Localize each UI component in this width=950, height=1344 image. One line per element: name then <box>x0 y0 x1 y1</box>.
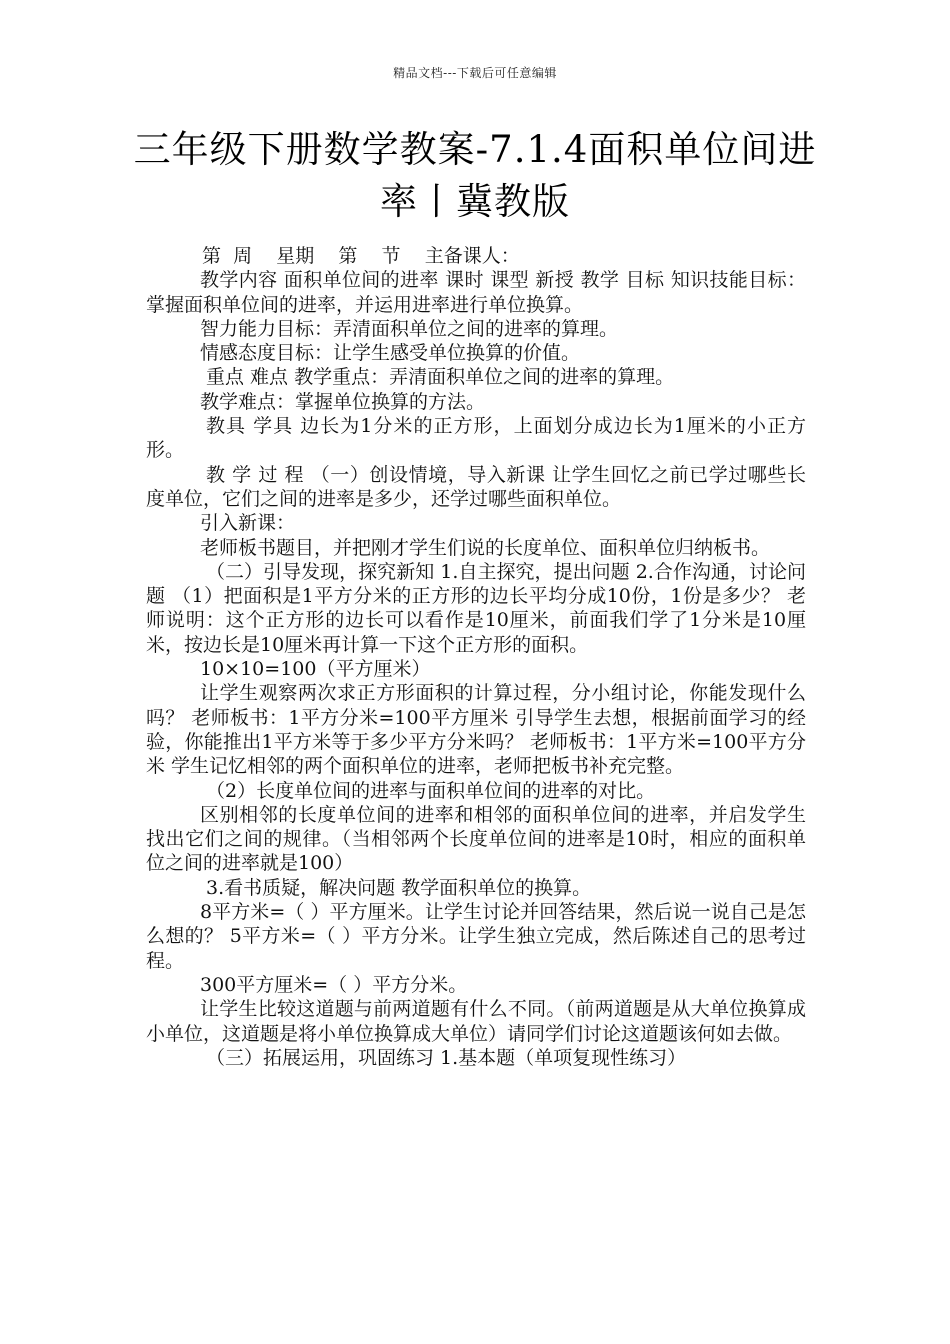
paragraph: （2）长度单位间的进率与面积单位间的进率的对比。 <box>206 779 656 802</box>
paragraph: 老师板书题目，并把刚才学生们说的长度单位、面积单位归纳板书。 <box>200 536 771 559</box>
paragraph: 10×10=100（平方厘米） <box>200 658 431 681</box>
paragraph: 教 学 过 程 （一）创设情境，导入新课 让学生回忆之前已学过哪些长度单位，它们之间的进率是多少，还学过哪些面积单位。 <box>146 463 806 510</box>
paragraph: 让学生比较这道题与前两道题有什么不同。（前两道题是从大单位换算成小单位，这道题是将小单位换算成大单位）请同学们讨论这道题该何如去做。 <box>146 998 806 1045</box>
document-title <box>120 124 830 228</box>
paragraph: 重点 难点 教学重点：弄清面积单位之间的进率的算理。 <box>206 366 675 389</box>
paragraph: 智力能力目标：弄清面积单位之间的进率的算理。 <box>200 317 619 340</box>
title-line-1: 三年级下册数学教案-7.1.4面积单位间进 <box>133 128 817 171</box>
paragraph: 区别相邻的长度单位间的进率和相邻的面积单位间的进率，并启发学生找出它们之间的规律。（当相邻两个长度单位间的进率是10时，相应的面积单位之间的进率就是100） <box>146 803 806 875</box>
schedule-line: 第 周 星期 第 节 主备课人： <box>202 245 520 267</box>
paragraph: 情感态度目标：让学生感受单位换算的价值。 <box>200 342 581 365</box>
paragraph: 教学内容 面积单位间的进率 课时 课型 新授 教学 目标 知识技能目标：掌握面积单位间的进率，并运用进率进行单位换算。 <box>146 269 806 316</box>
paragraph: 让学生观察两次求正方形面积的计算过程，分小组讨论，你能发现什么吗？ 老师板书：1平方分米=100平方厘米 引导学生去想，根据前面学习的经验，你能推出1平方米等于多少平方分米吗？ 老师板书：1平方米=100平方分米 学生记忆相邻的两个面积单位的进率，老师把板书补充完整。 <box>146 682 806 778</box>
paragraph: 引入新课： <box>200 512 296 535</box>
document-body <box>146 244 806 1070</box>
paragraph: 3.看书质疑，解决问题 教学面积单位的换算。 <box>206 876 592 899</box>
paragraph: （三）拓展运用，巩固练习 1.基本题（单项复现性练习） <box>206 1046 687 1069</box>
paragraph: 教学难点：掌握单位换算的方法。 <box>200 390 486 413</box>
paragraph: 300平方厘米=（ ）平方分米。 <box>200 973 468 996</box>
paragraph: 教具 学具 边长为1分米的正方形，上面划分成边长为1厘米的小正方形。 <box>146 415 806 462</box>
title-line-2: 率丨冀教版 <box>380 180 570 223</box>
paragraph: 8平方米=（ ）平方厘米。让学生讨论并回答结果，然后说一说自己是怎么想的？ 5平方米=（ ）平方分米。让学生独立完成，然后陈述自己的思考过程。 <box>146 901 806 972</box>
paragraph: （二）引导发现，探究新知 1.自主探究，提出问题 2.合作沟通，讨论问题 （1）把面积是1平方分米的正方形的边长平均分成10份，1份是多少？ 老师说明：这个正方形的边长可以看作是10厘米，前面我们学了1分米是10厘米，按边长是10厘米再计算一下这个正方形的面积。 <box>146 560 806 656</box>
page-header: 精品文档---下载后可任意编辑 <box>393 66 557 80</box>
